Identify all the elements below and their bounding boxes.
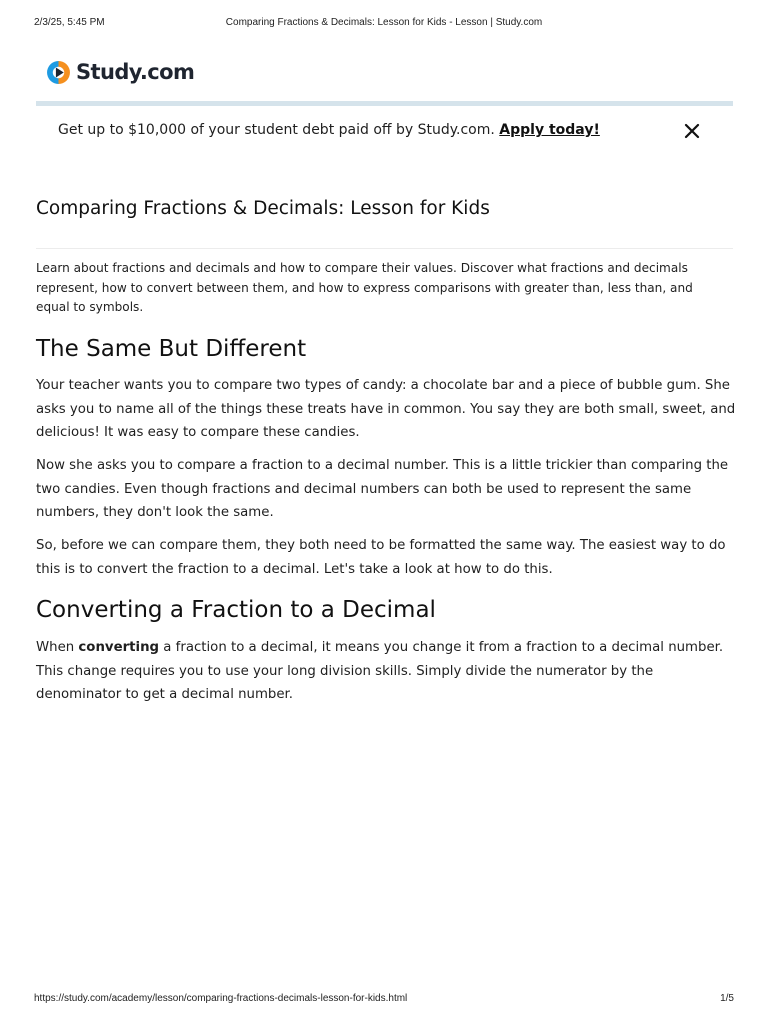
print-header bbox=[34, 17, 734, 31]
print-datetime: 2/3/25, 5:45 PM bbox=[34, 17, 105, 28]
section-heading: The Same But Different bbox=[36, 336, 307, 362]
close-icon[interactable] bbox=[684, 123, 700, 139]
promo-banner bbox=[36, 120, 733, 144]
paragraph-text: a fraction to a decimal, it means you change it from a fraction to a decimal number. This change requires you to use your long division skills. Simply divide the numerator by the denominator to get a decimal number. bbox=[36, 640, 724, 702]
section-heading: Converting a Fraction to a Decimal bbox=[36, 597, 436, 623]
header-divider bbox=[36, 101, 733, 106]
bold-term: converting bbox=[78, 640, 160, 655]
study-logo[interactable] bbox=[46, 57, 194, 87]
paragraph: Your teacher wants you to compare two types of candy: a chocolate bar and a piece of bubble gum. She asks you to name all of the things these treats have in common. You say they are both small, sweet, and delicious! It was easy to compare these candies. bbox=[36, 378, 736, 440]
lesson-title: Comparing Fractions & Decimals: Lesson for Kids bbox=[36, 198, 490, 219]
print-footer bbox=[34, 993, 734, 1007]
paragraph: Now she asks you to compare a fraction to a decimal number. This is a little trickier than comparing the two candies. Even though fractions and decimal numbers can both be used to represent the same numbers, they don't look the same. bbox=[36, 458, 729, 520]
paragraph bbox=[36, 636, 736, 707]
print-doc-title: Comparing Fractions & Decimals: Lesson for Kids - Lesson | Study.com bbox=[225, 17, 543, 28]
paragraph: So, before we can compare them, they both need to be formatted the same way. The easiest way to do this is to convert the fraction to a decimal. Let's take a look at how to do this. bbox=[36, 538, 726, 577]
apply-today-link[interactable]: Apply today! bbox=[499, 122, 600, 138]
logo-wordmark: Study.com bbox=[76, 60, 195, 84]
banner-text bbox=[58, 122, 600, 138]
intro-word: When bbox=[36, 640, 75, 655]
lesson-summary: Learn about fractions and decimals and how to compare their values. Discover what fractions and decimals represent, how to convert between them, and how to express comparisons with greater than, less than, and equal to symbols. bbox=[36, 261, 693, 314]
print-url: https://study.com/academy/lesson/comparing-fractions-decimals-lesson-for-kids.html bbox=[34, 993, 408, 1004]
page-number: 1/5 bbox=[720, 993, 734, 1004]
title-divider bbox=[36, 248, 733, 249]
banner-message: Get up to $10,000 of your student debt paid off by Study.com. bbox=[58, 122, 495, 138]
play-icon bbox=[46, 60, 71, 85]
